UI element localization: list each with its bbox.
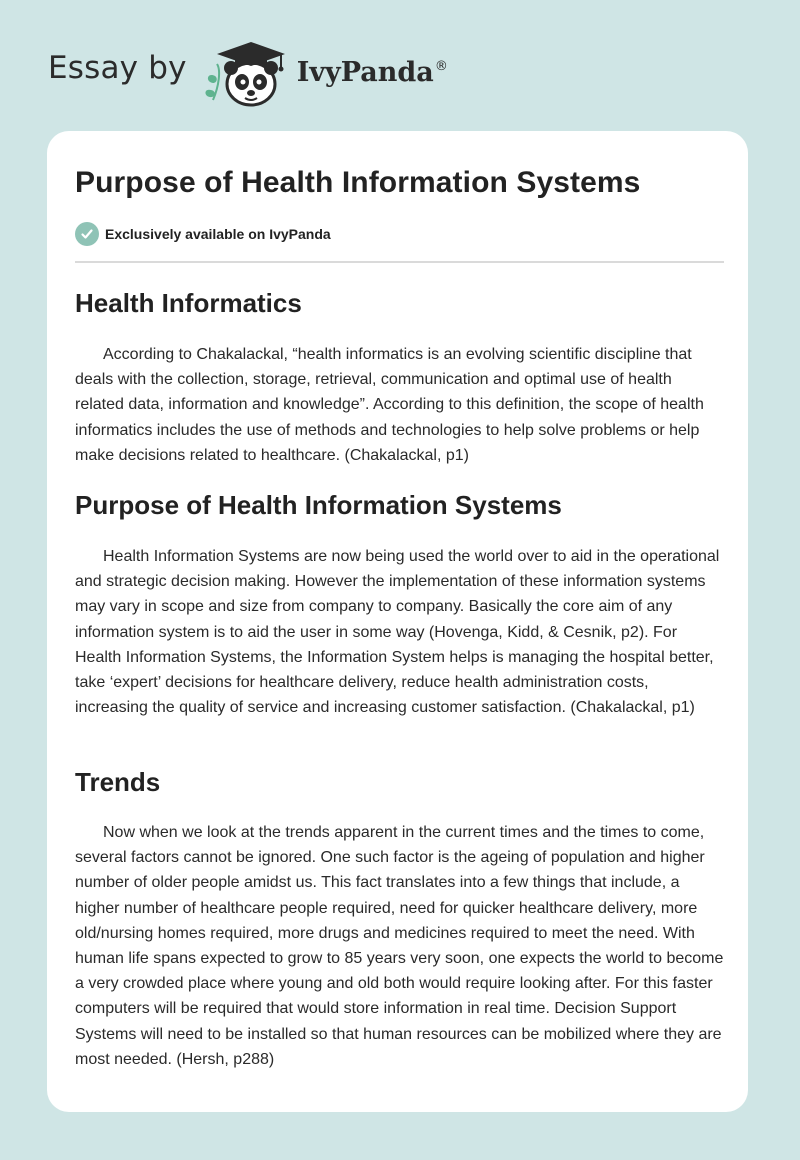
section-heading: Health Informatics: [75, 288, 302, 318]
site-brand[interactable]: [48, 36, 508, 108]
section-heading: Trends: [75, 767, 161, 797]
panda-logo-icon: [201, 36, 291, 108]
registered-mark: ®: [434, 58, 448, 74]
page-title: Purpose of Health Information Systems: [75, 166, 641, 199]
section-paragraph: Health Information Systems are now being used the world over to aid in the operational and strategic decision making. However the implementation of these information systems may vary in scope and size from company to company. Basically the core aim of any information system is to aid the user in some way (Hovenga, Kidd, & Cesnik, p2). For Health Information Systems, the Information System helps is managing the hospital better, take ‘expert’ decisions for healthcare delivery, reduce health administration costs, increasing the quality of service and increasing customer satisfaction. (Chakalackal, p1): [75, 548, 720, 717]
check-icon: [75, 222, 99, 246]
badge-label: Exclusively available on IvyPanda: [105, 226, 331, 242]
exclusive-badge: [75, 222, 331, 246]
section-paragraph: According to Chakalackal, “health informatics is an evolving scientific discipline that deals with the collection, storage, retrieval, communication and optimal use of health related data, information and knowledge”. According to this definition, the scope of health informatics includes the use of methods and technologies to help solve problems or help make decisions related to healthcare. (Chakalackal, p1): [75, 346, 704, 464]
brand-prefix: Essay by: [48, 50, 187, 86]
title-divider: [75, 261, 724, 263]
essay-card: [47, 131, 748, 1112]
ivy-leaf-icon: [205, 64, 219, 100]
section-heading: Purpose of Health Information Systems: [75, 490, 562, 520]
brand-name: IvyPanda®: [296, 56, 448, 88]
section-paragraph: Now when we look at the trends apparent in the current times and the times to come, several factors cannot be ignored. One such factor is the ageing of population and higher number of older people amidst us. This fact translates into a few things that include, a higher number of healthcare people required, need for quicker healthcare delivery, more old/nursing homes required, more drugs and medicines required to meet the need. With human life spans expected to grow to 85 years very soon, one expects the world to become a very crowded place where young and old both would require looking after. For this faster computers will be required that would store information in real time. Decision Support Systems will need to be installed so that human resources can be mobilized where they are most needed. (Hersh, p288): [75, 824, 724, 1068]
